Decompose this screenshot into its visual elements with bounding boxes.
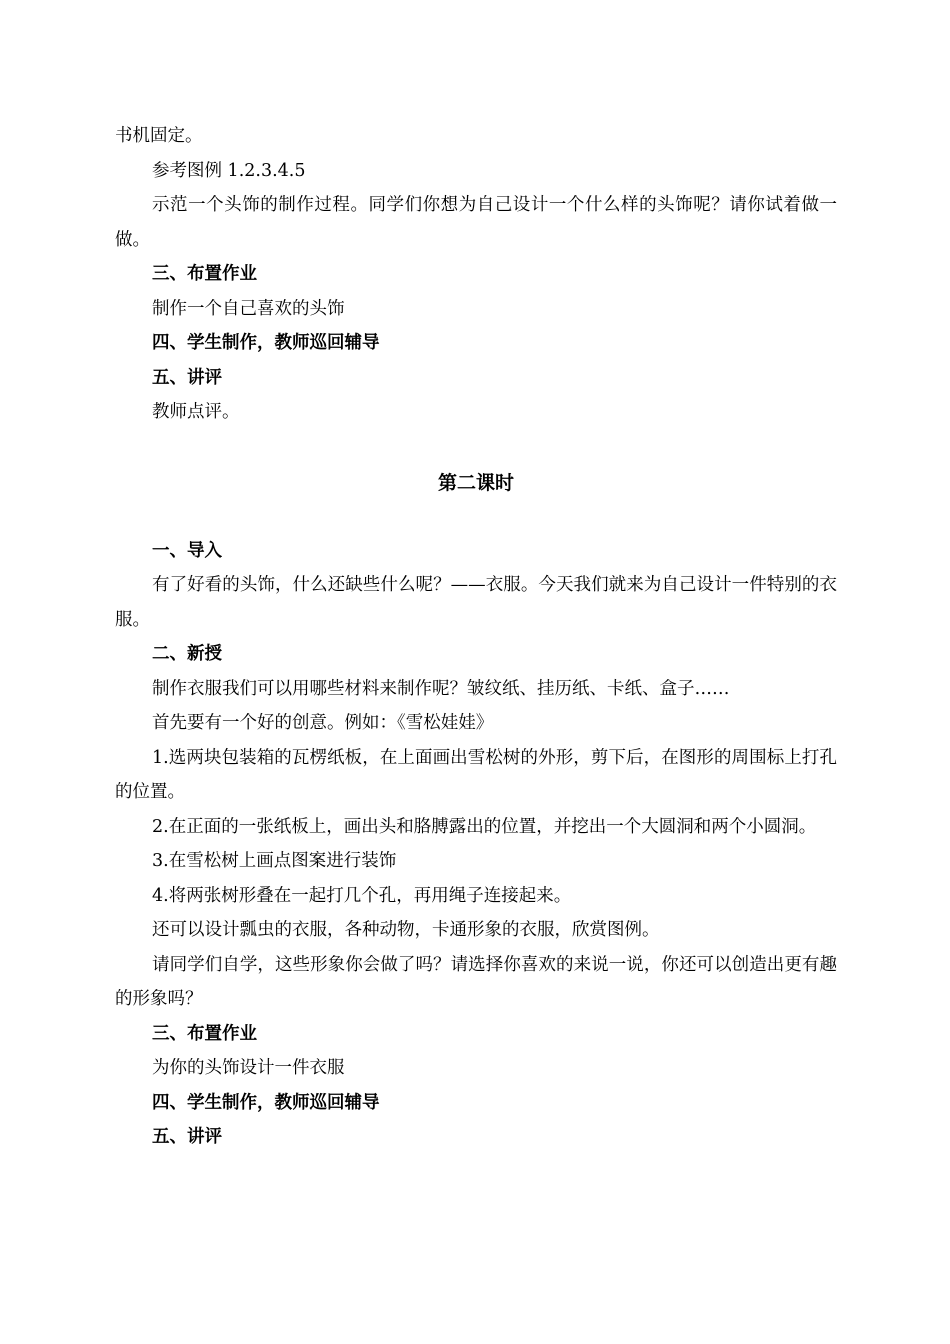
text-line: 为你的头饰设计一件衣服 [152,1058,345,1078]
heading-review: 五、讲评 [152,1127,222,1147]
step-item: 3.在雪松树上画点图案进行装饰 [152,851,397,871]
step-item: 1.选两块包装箱的瓦楞纸板，在上面画出雪松树的外形，剪下后，在图形的周围标上打孔的位置。 [115,747,837,802]
paragraph: 请同学们自学，这些形象你会做了吗？请选择你喜欢的来说一说，你还可以创造出更有趣的形象吗？ [115,954,837,1009]
heading-review: 五、讲评 [152,367,222,388]
heading-new-lesson: 二、新授 [152,644,222,664]
heading-homework: 三、布置作业 [152,264,257,284]
text-line: 书机固定。 [115,126,203,146]
paragraph: 有了好看的头饰，什么还缺些什么呢？——衣服。今天我们就来为自己设计一件特别的衣服。 [115,575,837,630]
text-line: 制作衣服我们可以用哪些材料来制作呢？皱纹纸、挂历纸、卡纸、盒子…… [152,678,730,699]
text-line: 参考图例 1.2.3.4.5 [152,160,306,181]
paragraph: 示范一个头饰的制作过程。同学们你想为自己设计一个什么样的头饰呢？请你试着做一做。 [115,195,837,250]
text-line: 首先要有一个好的创意。例如：《雪松娃娃》 [152,713,494,733]
text-line: 教师点评。 [152,402,240,422]
document-page [115,119,837,1155]
section-title: 第二课时 [437,471,514,494]
step-item: 4.将两张树形叠在一起打几个孔，再用绳子连接起来。 [152,885,572,906]
spacer [115,500,837,534]
step-item: 2.在正面的一张纸板上，画出头和胳膊露出的位置，并挖出一个大圆洞和两个小圆洞。 [152,816,817,837]
text-line: 还可以设计瓢虫的衣服，各种动物，卡通形象的衣服，欣赏图例。 [152,920,660,940]
heading-intro: 一、导入 [152,540,222,561]
text-line: 制作一个自己喜欢的头饰 [152,298,345,319]
spacer [115,430,837,466]
heading-practice: 四、学生制作，教师巡回辅导 [152,1092,380,1113]
heading-homework: 三、布置作业 [152,1023,257,1044]
heading-practice: 四、学生制作，教师巡回辅导 [152,333,380,353]
